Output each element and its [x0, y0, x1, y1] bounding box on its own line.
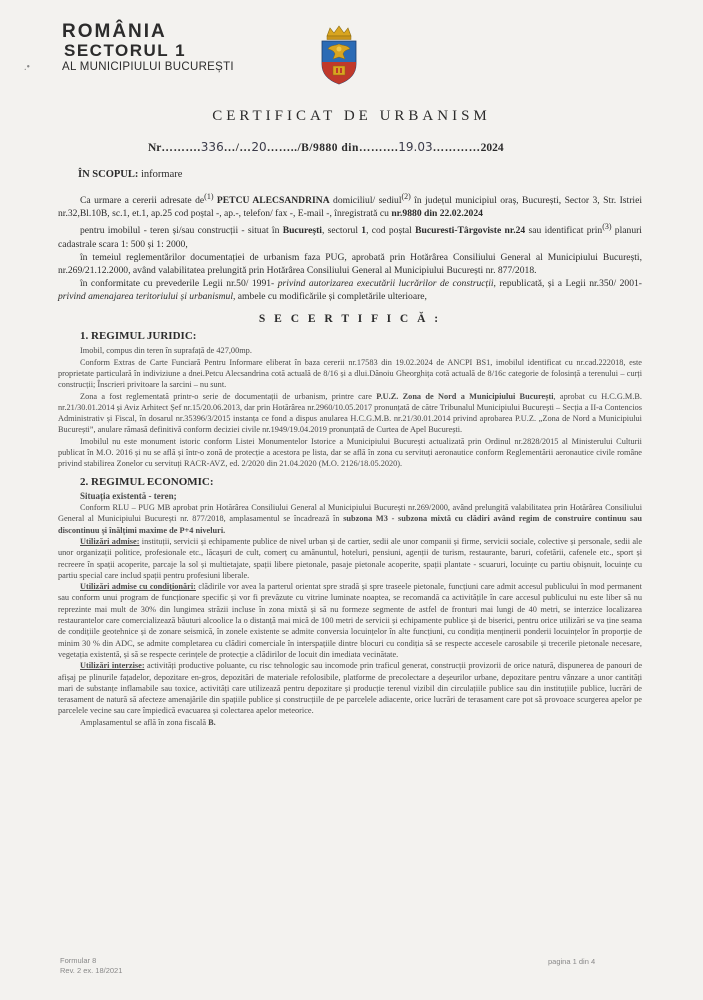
applicant-name: PETCU ALECSANDRINA [216, 195, 330, 207]
fiscal-zone-value: B. [208, 717, 216, 727]
certificate-number-line [148, 140, 504, 154]
nr-dots-c: ……../B/9880 din………. [266, 142, 399, 154]
page-number: pagina 1 din 4 [548, 957, 596, 966]
purpose-label: ÎN SCOPUL: [78, 169, 139, 180]
fiscal-zone [58, 717, 642, 728]
issuer-country: ROMÂNIA [62, 21, 167, 42]
purpose-line [78, 168, 642, 181]
allowed-uses-text: instituții, servicii și echipamente publice de nivel urban și de cartier, sedii ale unor companii și firme, servicii sociale, colective și personale, sedii ale unor organizații politice, profesionale etc., lăcașuri de cult, comerț cu amănuntul, hoteluri, pensiuni, agenții de turism, restaurante, baruri, cofetării, cafenele etc., sport și recreere în spații acoperite, parcaje la sol și multietajate, spații libere pietonale, pasaje pietonale acoperite, spații plantate - scuaruri, locuințe cu partiu obișnuit, locuințe cu partiu special care includ spații pentru profesiuni liberale. [58, 536, 642, 580]
issuer-sector: SECTORUL 1 [64, 41, 187, 60]
intro-paragraph-2 [58, 220, 642, 250]
section-1-paragraph: Imobilul nu este monument istoric conform Listei Monumentelor Istorice a Municipiului București actualizată prin Ordinul nr.2828/2015 al Ministerului Culturii publicat în M.O. 2016 și nu se află și într-o zonă de protecție a acestora pe lista, dar se află în zona cu servituți aeronautice conform Reglementării aeronautice civile române privind stabilirea Zonelor cu servituți RACR-AVZ, ed. 2/2020 din 21.04.2020 (M.O. 2126/18.05.2020). [58, 436, 642, 469]
section-2-paragraph [58, 502, 642, 536]
intro-paragraph-3: în temeiul reglementărilor documentației de urbanism faza PUG, aprobată prin Hotărârea Consiliului General al Municipiului București, nr.269/21.12.2000, având valabilitatea prelungită prin Hotărârea Consiliului General al Municipiului București nr. 877/2018. [58, 251, 642, 276]
footnote-ref: (2) [401, 192, 411, 202]
intro-text: , cod poștal [366, 225, 412, 237]
section-text: , aprobat cu H.C.G.M.B. nr.21/30.01.2014 și Aviz Arhitect Șef nr.15/20.06.2013, dar prin Hotărârea nr.2960/10.05.2017 pronunțată de către Tribunalul Municipiului București – Secția a II-a Contencios Administrativ și Fiscal, în dosarul nr.35396/3/2015 instanța ce fond a dispus anularea H.C.G.M.B. nr.21/30.01.2014 privind aprobarea P.U.Z. „Zona de Nord a Municipiului București”, anulare rămasă definitivă conform deciziei civile nr.1949/19.04.2019 pronunțată de Curtea de Apel București. [58, 391, 642, 435]
puz-name: P.U.Z. Zona de Nord a Municipiului București [376, 391, 554, 401]
forbidden-uses [58, 660, 642, 716]
handwritten-number: 336 [200, 140, 224, 154]
allowed-uses [58, 536, 642, 581]
nr-dots-a: ………. [161, 142, 201, 154]
allowed-uses-label: Utilizări admise: [80, 536, 140, 546]
conditional-uses-label: Utilizări admise cu condiționări: [80, 582, 196, 592]
section-1-paragraph: Conform Extras de Carte Funciară Pentru Informare eliberat în baza cererii nr.17583 din 19.02.2024 de ANCPI BS1, imobilul identificat cu nr.cad.222018, este proprietate particulară în indiviziune a dnei.Petcu Alecsandrina cotă actuală de 8/16 și a dlui.Dănoiu Gheorghița cotă actuală de 8/16c categorie de folosință a terenului – curți construcții; Înscrieri privitoare la sarcini – nu sunt. [58, 357, 642, 390]
registration-number: nr.9880 din 22.02.2024 [391, 208, 483, 220]
law-title: privind amenajarea teritoriului și urbanismul [58, 291, 233, 303]
section-text: Conform RLU – PUG MB aprobat prin Hotărârea Consiliului General al Municipiului București nr.269/2000, având prelungită valabilitatea prin Hotărârea Consiliului General al Municipiului București nr. 877/2018, amplasamentul se încadrează în [58, 503, 642, 524]
issuer-header [62, 22, 234, 74]
conditional-uses [58, 581, 642, 660]
forbidden-uses-text: activități productive poluante, cu risc tehnologic sau incomode prin traficul generat, construcții provizorii de orice natură, dispunerea de panouri de afișaj pe plinurile fațadelor, depozitare en-gros, depozitări de materiale refolosibile, platforme de precolectare a deșeurilor urbane, depozitare pentru vânzare a unor cantități mari de substanțe inflamabile sau toxice, activități care utilizează pentru depozitare și producție terenul vizibil din circulațiile publice sau din instituțiile publice, lucrări de terasament de natură să afecteze amenajările din spațiile publice și construcțiile de pe parcelele adiacente, orice lucrări de terasament care pot să provoace scurgerea apelor pe parcelele vecine sau care împiedică evacuarea și colectarea apelor meteorice. [58, 661, 643, 716]
subzone-name: subzona M3 - subzona mixtă cu clădiri având regim de construire continuu sau discontinuu și înălțimi maxime de P+4 niveluri. [58, 514, 642, 535]
intro-text: în județul municipiul oraș, București, Sector 3, Str. Istriei nr.32,Bl.10B, sc.1, et.1, ap.25 cod poștal -, ap.-, telefon/ fax -, E-mail -, înregistrată cu [58, 195, 642, 220]
section-1-heading: 1. REGIMUL JURIDIC: [80, 330, 197, 343]
document-body [58, 168, 642, 728]
intro-paragraph-4 [58, 277, 642, 303]
intro-text: , sectorul [321, 225, 358, 237]
section-1-paragraph: Imobil, compus din teren în suprafață de 427,00mp. [80, 346, 252, 356]
intro-text: , republicată, și a Legii nr.350/ 2001- [493, 278, 642, 290]
coat-of-arms-icon [316, 24, 362, 86]
intro-text: , ambele cu modificările și completările ulterioare, [233, 291, 427, 303]
form-reference [60, 956, 122, 976]
nr-date-dots: ………… [432, 142, 481, 154]
footnote-ref: (3) [602, 222, 612, 232]
footnote-ref: (1) [204, 192, 214, 202]
intro-text: pentru imobilul - teren și/sau construcții - situat în [80, 225, 280, 237]
nr-year: 2024 [480, 142, 504, 154]
intro-text: planuri cadastrale scara 1: 500 și 1: 2000, [58, 225, 642, 250]
intro-paragraph-1 [58, 190, 642, 220]
conditional-uses-text: clădirile vor avea la parterul orientat spre stradă și spre traseele pietonale, funcțiuni care admit accesul publicului în mod permanent sau conform unui program de funcționare specific și vor fi prevăzute cu vitrine luminate noaptea, se recomandă ca activitățile în care accesul publicului nu este liber să nu reprezinte mai mult de 30% din lungimea străzii incluse în zona mixtă și să nu formeze segmente de astfel de fronturi mai lungi de 40 metri, se interzice localizarea restaurantelor care comercializează băuturi alcoolice la o distanță mai mică de 100 metri de servicii și echipamente publice și de biserici, pentru orice utilizări se va ține seama de condițiile geotehnice și de zonare seismică, în zonele existente se admite conversia locuințelor în alte funcțiuni, cu condiția menținerii ponderii locuințelor în proporție de minim 30 % din ADC, se admite completarea cu clădiri comerciale în interspațiile dintre blocuri cu condiția să se respecte accesele carosabile și trecerile pietonale necesare, vegetația existentă, și să se respecte cerințele de protecție a clădirilor de locuit din imediata vecinătate. [58, 582, 642, 659]
existing-situation: Situația existentă - teren; [80, 490, 177, 501]
intro-text: sau identificat prin [528, 225, 603, 237]
intro-text: Ca urmare a cererii adresate de [80, 195, 205, 207]
property-street: Bucuresti-Târgoviste nr.24 [415, 225, 526, 237]
intro-text: domiciliul/ sediul [333, 195, 402, 207]
forbidden-uses-label: Utilizări interzise: [80, 661, 145, 671]
section-text: Zona a fost reglementată printr-o serie de documentații de urbanism, printre care [80, 391, 372, 401]
margin-mark: .• [24, 62, 31, 73]
nr-dots-b: …/… [223, 142, 252, 154]
handwritten-date: 19.03 [398, 140, 433, 154]
section-1-paragraph [58, 391, 642, 436]
section-2-heading: 2. REGIMUL ECONOMIC: [80, 475, 214, 488]
property-sector: 1 [361, 225, 367, 237]
form-revision: Rev. 2 ex. 18/2021 [60, 966, 123, 975]
document-title: CERTIFICAT DE URBANISM [212, 108, 491, 124]
se-certifica-heading: S E C E R T I F I C Ă : [258, 313, 442, 326]
section-2-content [58, 491, 642, 728]
handwritten-year: 20 [251, 140, 267, 154]
purpose-value: informare [141, 169, 183, 180]
nr-prefix: Nr [148, 142, 162, 154]
law-title: privind autorizarea executării lucrărilor de construcții [277, 278, 494, 290]
section-1-content [58, 345, 642, 469]
issuer-municipality: AL MUNICIPIULUI BUCUREȘTI [62, 61, 234, 73]
fiscal-zone-text: Amplasamentul se află în zona fiscală [80, 717, 207, 727]
intro-text: în conformitate cu prevederile Legii nr.50/ 1991- [80, 278, 275, 290]
property-city: București [282, 225, 322, 237]
form-number: Formular 8 [60, 956, 97, 965]
